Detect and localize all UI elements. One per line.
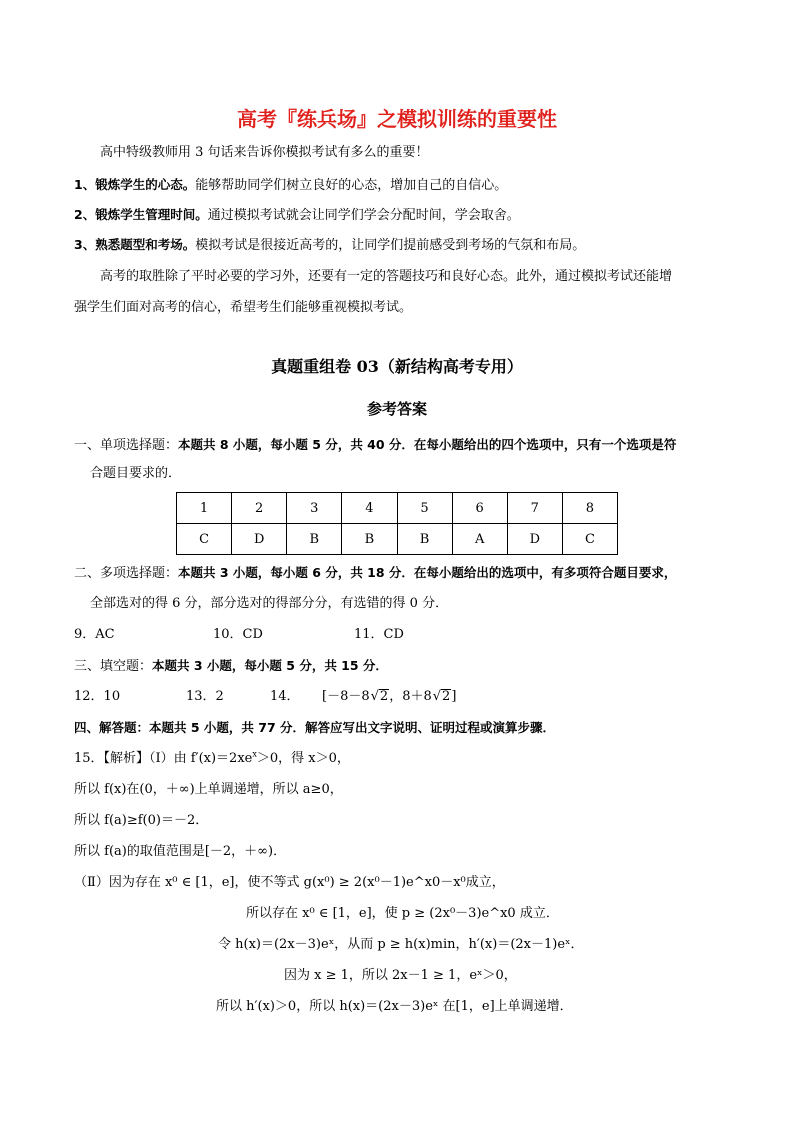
answer-choice-cell: B	[287, 524, 342, 555]
promo-point-1	[74, 176, 507, 195]
promo-closing-line-1: 高考的取胜除了平时必要的学习外，还要有一定的答题技巧和良好心态。此外，通过模拟考试还能增	[100, 269, 673, 284]
promo-point-1-text: 能够帮助同学们树立良好的心态，增加自己的自信心。	[195, 178, 508, 193]
answer-choice-cell: C	[562, 524, 617, 555]
promo-title: 高考『练兵场』之模拟训练的重要性	[237, 107, 557, 131]
answer-13: 13．2	[186, 689, 224, 704]
solution-15-line-5: （Ⅱ）因为存在 x⁰ ∈ [1，e]，使不等式 g(x⁰) ≥ 2(x⁰－1)e^x0－x⁰成立，	[74, 875, 505, 890]
answer-14-part-1: [－8－8	[322, 689, 370, 704]
section-3-prefix: 三、填空题：	[74, 659, 153, 674]
answer-14-part-2: ，8＋8	[389, 689, 432, 704]
answer-table	[176, 492, 618, 555]
paper-subtitle: 参考答案	[366, 400, 427, 418]
solution-15-line-9: 所以 h′(x)＞0，所以 h(x)＝(2x－3)eˣ 在[1，e]上单调递增．	[216, 999, 573, 1014]
section-2-line-2: 全部选对的得 6 分，部分选对的得部分分，有选错的得 0 分．	[90, 596, 449, 611]
section-3-line-1	[74, 657, 388, 676]
promo-point-3-text: 模拟考试是很接近高考的，让同学们提前感受到考场的气氛和布局。	[195, 238, 586, 253]
promo-point-1-label: 1、锻炼学生的心态。	[74, 177, 196, 192]
paper-title: 真题重组卷 03（新结构高考专用）	[271, 357, 523, 376]
answer-number-cell: 2	[232, 493, 287, 524]
answer-14-label: 14．	[270, 689, 300, 704]
sqrt-sign: √	[432, 689, 442, 704]
sqrt-sign: √	[370, 689, 379, 704]
answer-11: 11．CD	[354, 627, 404, 642]
section-1-text: 本题共 8 小题，每小题 5 分，共 40 分．在每小题给出的四个选项中，只有一个选项是符	[178, 437, 677, 452]
solution-15-line-1	[74, 750, 350, 768]
answer-choice-cell: B	[397, 524, 452, 555]
answer-choice-cell: B	[342, 524, 397, 555]
solution-15-head: 15．【解析】（Ⅰ）由 f′(x)＝2xe	[74, 751, 253, 766]
answer-number-cell: 1	[177, 493, 232, 524]
solution-15-line-8: 因为 x ≥ 1，所以 2x－1 ≥ 1，eˣ＞0，	[284, 968, 517, 983]
answer-number-cell: 5	[397, 493, 452, 524]
section-1-line-1	[74, 436, 676, 455]
answer-9: 9．AC	[74, 627, 115, 642]
answer-12: 12．10	[74, 689, 121, 704]
answer-number-cell: 8	[562, 493, 617, 524]
solution-15-line-6: 所以存在 x⁰ ∈ [1，e]，使 p ≥ (2x⁰－3)e^x0 成立．	[246, 906, 559, 921]
section-3-text: 本题共 3 小题，每小题 5 分，共 15 分．	[152, 658, 388, 673]
section-2-text: 本题共 3 小题，每小题 6 分，共 18 分．在每小题给出的选项中，有多项符合题目要求，	[178, 565, 677, 580]
promo-point-3-label: 3、熟悉题型和考场。	[74, 237, 196, 252]
section-2-line-1	[74, 564, 676, 583]
solution-15-line-7: 令 h(x)＝(2x－3)eˣ，从而 p ≥ h(x)min，h′(x)＝(2x－1)eˣ．	[218, 937, 584, 952]
answer-choice-cell: A	[452, 524, 507, 555]
answer-table-number-row	[177, 493, 618, 524]
answer-number-cell: 3	[287, 493, 342, 524]
solution-15-line-3: 所以 f(a)≥f(0)＝－2．	[74, 813, 209, 828]
solution-15-line-2: 所以 f(x)在(0，＋∞)上单调递增，所以 a≥0，	[74, 782, 343, 797]
answer-number-cell: 6	[452, 493, 507, 524]
answer-choice-cell: C	[177, 524, 232, 555]
answer-10: 10．CD	[213, 627, 263, 642]
section-1-line-2: 合题目要求的．	[90, 466, 182, 481]
promo-point-2-label: 2、锻炼学生管理时间。	[74, 207, 208, 222]
sqrt-radicand: 2	[442, 689, 451, 704]
section-4-line-1	[74, 719, 555, 738]
answer-14	[322, 688, 456, 706]
answer-14-part-3: ]	[451, 689, 457, 704]
section-1-prefix: 一、单项选择题：	[74, 438, 179, 453]
promo-point-2-text: 通过模拟考试就会让同学们学会分配时间，学会取舍。	[207, 208, 520, 223]
exponent: x	[252, 749, 257, 759]
promo-point-3	[74, 236, 585, 255]
section-4-text: 本题共 5 小题，共 77 分．解答应写出文字说明、证明过程或演算步骤．	[149, 720, 556, 735]
promo-intro: 高中特级教师用 3 句话来告诉你模拟考试有多么的重要！	[100, 145, 429, 160]
solution-15-head-tail: ＞0，得 x＞0，	[256, 751, 350, 766]
promo-closing-line-2: 强学生们面对高考的信心，希望考生们能够重视模拟考试。	[74, 300, 413, 315]
answer-choice-cell: D	[507, 524, 562, 555]
answer-table-answer-row	[177, 524, 618, 555]
section-4-prefix: 四、解答题：	[74, 720, 150, 735]
section-2-prefix: 二、多项选择题：	[74, 566, 179, 581]
answer-number-cell: 7	[507, 493, 562, 524]
sqrt-radicand: 2	[379, 689, 389, 704]
answer-number-cell: 4	[342, 493, 397, 524]
answer-choice-cell: D	[232, 524, 287, 555]
promo-point-2	[74, 206, 520, 225]
solution-15-line-4: 所以 f(a)的取值范围是[－2，＋∞)．	[74, 844, 287, 859]
